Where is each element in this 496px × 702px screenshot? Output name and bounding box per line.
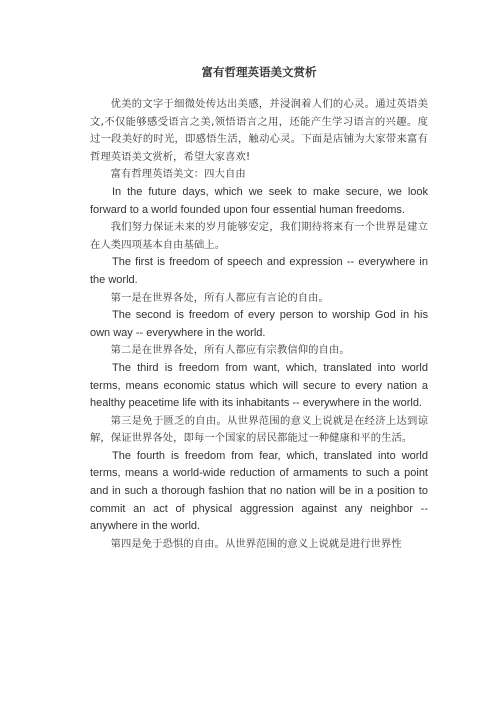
paragraph-chinese: 第二是在世界各处，所有人都应有宗教信仰的自由。 <box>110 344 350 357</box>
paragraph-english: The first is freedom of speech and expression -- everywhere in the world. <box>90 256 428 286</box>
paragraph-english: The fourth is freedom from fear, which, translated into world terms, means a world-wide reduction of armaments to such a point and in such a thorough fashion that no nation will be in a position to commit an act of physical aggression against any neighbor -- anywhere in the world. <box>90 449 428 533</box>
paragraph-subtitle: 富有哲理英语美文：四大自由 <box>110 168 246 181</box>
paragraph-english: In the future days, which we seek to make secure, we look forward to a world founded upon four essential human freedoms. <box>90 185 428 216</box>
paragraph-chinese: 第四是免于恐惧的自由。从世界范围的意义上说就是进行世界性 <box>110 537 402 550</box>
paragraph-chinese: 第三是免于匮乏的自由。从世界范围的意义上说就是在经济上达到谅解，保证世界各处，即每一个国家的居民都能过一种健康和平的生活。 <box>90 414 428 445</box>
paragraph-intro: 优美的文字于细微处传达出美感，并浸润着人们的心灵。通过英语美文,不仅能够感受语言之美,领悟语言之用，还能产生学习语言的兴趣。度过一段美好的时光，即感悟生活，触动心灵。下面是店铺为大家带来富有哲理英语美文赏析，希望大家喜欢! <box>90 98 428 163</box>
paragraph-chinese: 第一是在世界各处，所有人都应有言论的自由。 <box>110 291 329 304</box>
paragraph-english: The third is freedom from want, which, translated into world terms, means economic status which will secure to every nation a healthy peacetime life with its inhabitants -- everywhere in the world. <box>90 361 428 410</box>
paragraph-english: The second is freedom of every person to worship God in his own way -- everywhere in the world. <box>90 309 428 339</box>
paragraph-chinese: 我们努力保证未来的岁月能够安定，我们期待将来有一个世界是建立在人类四项基本自由基础上。 <box>90 221 428 251</box>
document-title: 富有哲理英语美文赏析 <box>201 65 317 79</box>
